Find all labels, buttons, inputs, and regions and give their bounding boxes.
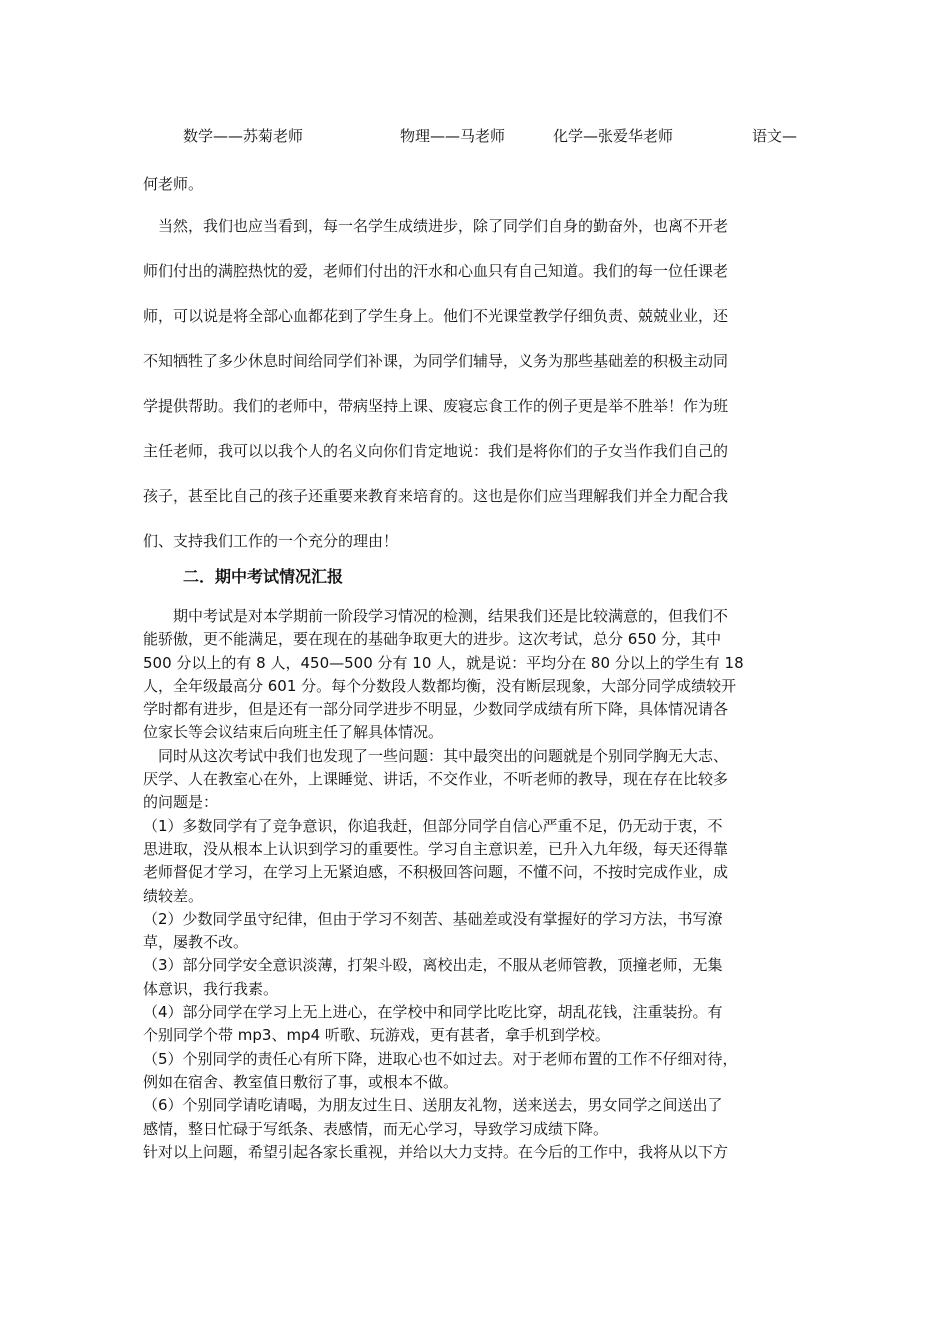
body-line: 个别同学个带 mp3、mp4 听歌、玩游戏，更有甚者，拿手机到学校。 <box>143 1026 610 1045</box>
body-line: 能骄傲，更不能满足，要在现在的基础争取更大的进步。这次考试，总分 650 分，其中 <box>143 630 722 649</box>
teacher-chemistry: 化学—张爱华老师 <box>553 127 674 145</box>
body-line: 期中考试是对本学期前一阶段学习情况的检测，结果我们还是比较满意的，但我们不 <box>143 607 729 625</box>
teacher-math: 数学——苏菊老师 <box>183 127 304 145</box>
intro-line: 当然，我们也应当看到，每一名学生成绩进步，除了同学们自身的勤奋外，也离不开老 <box>143 217 729 235</box>
body-line: 例如在宿舍、教室值日敷衍了事，或根本不做。 <box>143 1072 459 1091</box>
body-line: （2）少数同学虽守纪律，但由于学习不刻苦、基础差或没有掌握好的学习方法，书写潦 <box>143 909 723 928</box>
body-line: （5）个别同学的责任心有所下降，进取心也不如过去。对于老师布置的工作不仔细对待， <box>143 1049 738 1068</box>
body-line: （3）部分同学安全意识淡薄，打架斗殴，离校出走，不服从老师管教，顶撞老师，无集 <box>143 956 723 975</box>
body-line: （1）多数同学有了竞争意识，你追我赶，但部分同学自信心严重不足，仍无动于衷，不 <box>143 816 723 835</box>
body-line: 学时都有进步，但是还有一部分同学进步不明显，少数同学成绩有所下降，具体情况请各 <box>143 700 729 719</box>
body-line: 针对以上问题，希望引起各家长重视，并给以大力支持。在今后的工作中，我将从以下方 <box>143 1142 729 1161</box>
intro-line: 师们付出的满腔热忱的爱，老师们付出的汗水和心血只有自己知道。我们的每一位任课老 <box>143 262 729 280</box>
body-line: 草，屡教不改。 <box>143 933 249 952</box>
body-line: 厌学、人在教室心在外，上课睡觉、讲话，不交作业，不听老师的教导，现在存在比较多 <box>143 770 729 789</box>
intro-line: 学提供帮助。我们的老师中，带病坚持上课、废寝忘食工作的例子更是举不胜举！作为班 <box>143 397 729 415</box>
body-line: 同时从这次考试中我们也发现了一些问题：其中最突出的问题就是个别同学胸无大志、 <box>143 746 729 765</box>
body-line: 绩较差。 <box>143 886 204 905</box>
teacher-physics: 物理——马老师 <box>400 127 506 145</box>
intro-line: 们、支持我们工作的一个充分的理由！ <box>143 532 399 550</box>
body-line: 位家长等会议结束后向班主任了解具体情况。 <box>143 723 444 742</box>
intro-line: 孩子，甚至比自己的孩子还重要来教育来培育的。这也是你们应当理解我们并全力配合我 <box>143 487 729 505</box>
intro-line: 师，可以说是将全部心血都花到了学生身上。他们不光课堂教学仔细负责、兢兢业业，还 <box>143 307 729 325</box>
intro-line: 主任老师，我可以以我个人的名义向你们肯定地说：我们是将你们的子女当作我们自己的 <box>143 442 729 460</box>
body-line: 的问题是： <box>143 793 219 812</box>
body-line: 人，全年级最高分 601 分。每个分数段人数都均衡，没有断层现象，大部分同学成绩较开 <box>143 676 737 695</box>
body-line: 老师督促才学习，在学习上无紧迫感，不积极回答问题，不懂不问，不按时完成作业，成 <box>143 863 729 882</box>
body-line: 500 分以上的有 8 人，450—500 分有 10 人，就是说：平均分在 80 分以上的学生有 18 <box>143 653 744 672</box>
body-line: （6）个别同学请吃请喝，为朋友过生日、送朋友礼物，送来送去，男女同学之间送出了 <box>143 1096 723 1115</box>
body-line: 体意识，我行我素。 <box>143 979 279 998</box>
body-line: （4）部分同学在学习上无上进心，在学校中和同学比吃比穿，胡乱花钱，注重装扮。有 <box>143 1003 723 1022</box>
section-heading: 二．期中考试情况汇报 <box>183 567 344 586</box>
body-line: 感情，整日忙碌于写纸条、表感情，而无心学习，导致学习成绩下降。 <box>143 1119 609 1138</box>
intro-line: 不知牺牲了多少休息时间给同学们补课，为同学们辅导，义务为那些基础差的积极主动同 <box>143 352 729 370</box>
teacher-chinese: 语文— <box>752 127 798 145</box>
body-text <box>143 605 823 1164</box>
intro-line: 何老师。 <box>143 175 204 193</box>
body-line: 思进取，没从根本上认识到学习的重要性。学习自主意识差，已升入九年级，每天还得靠 <box>143 839 729 858</box>
